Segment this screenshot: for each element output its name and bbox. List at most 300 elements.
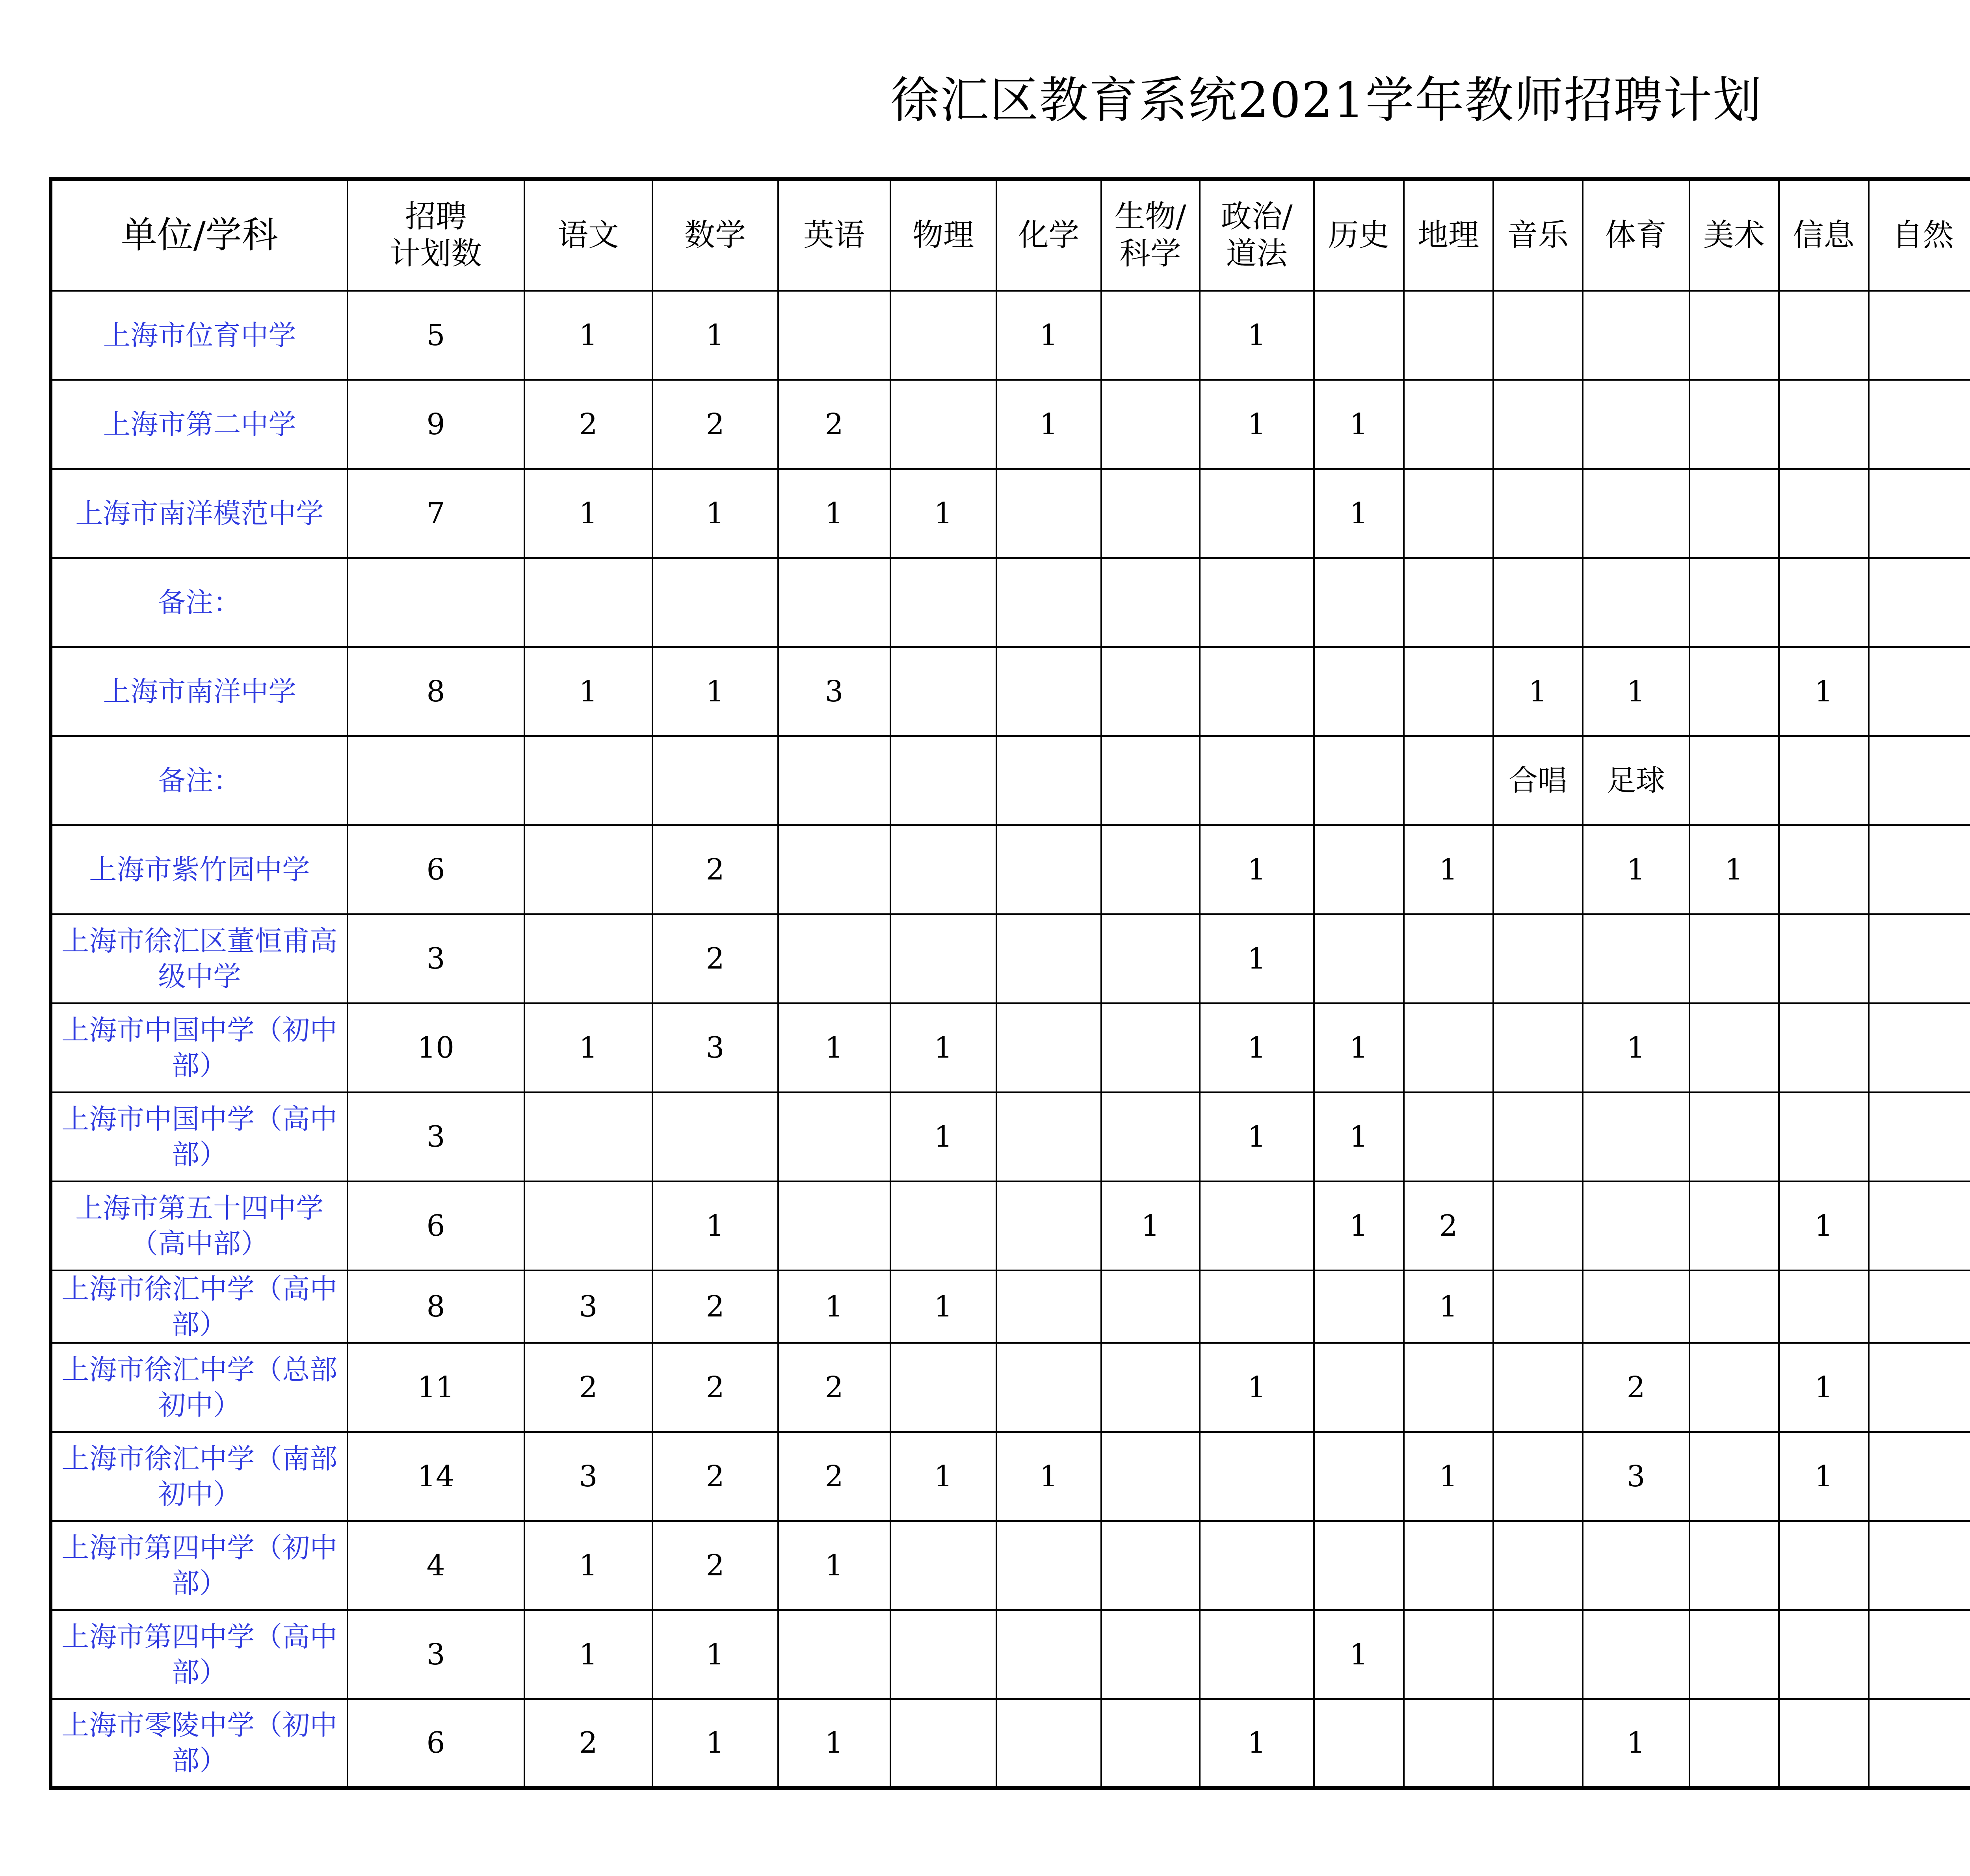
cell-english: [778, 1610, 890, 1699]
cell-biology-science: [1101, 1003, 1200, 1092]
cell-english: 2: [778, 1432, 890, 1521]
cell-history: [1314, 1699, 1404, 1788]
cell-chemistry: [996, 469, 1101, 558]
cell-nature: [1869, 647, 1970, 736]
cell-math: 1: [652, 1610, 778, 1699]
cell-history: [1314, 647, 1404, 736]
cell-chinese: 1: [524, 291, 652, 380]
cell-geography: [1404, 469, 1493, 558]
cell-plan-total: [348, 558, 524, 647]
cell-math: 1: [652, 291, 778, 380]
cell-math: 2: [652, 825, 778, 914]
cell-music: 1: [1493, 647, 1583, 736]
cell-pe: 1: [1583, 1699, 1689, 1788]
cell-chemistry: [996, 1699, 1101, 1788]
cell-art: [1689, 1432, 1779, 1521]
cell-geography: [1404, 736, 1493, 825]
cell-politics-law: [1200, 469, 1314, 558]
note-label: 备注：: [51, 736, 348, 825]
table-row: [51, 380, 1970, 469]
cell-pe: 3: [1583, 1432, 1689, 1521]
cell-math: 2: [652, 1432, 778, 1521]
header-geography: 地理: [1404, 179, 1493, 291]
cell-biology-science: [1101, 736, 1200, 825]
cell-it: [1779, 1610, 1869, 1699]
header-art: 美术: [1689, 179, 1779, 291]
cell-english: [778, 914, 890, 1003]
cell-music: [1493, 914, 1583, 1003]
header-math: 数学: [652, 179, 778, 291]
cell-geography: [1404, 1521, 1493, 1610]
unit-name-cell: 上海市紫竹园中学: [51, 825, 348, 914]
cell-biology-science: [1101, 291, 1200, 380]
cell-math: [652, 558, 778, 647]
cell-music: [1493, 380, 1583, 469]
cell-chinese: 1: [524, 1521, 652, 1610]
cell-pe: [1583, 380, 1689, 469]
cell-art: [1689, 1181, 1779, 1270]
cell-plan-total: 3: [348, 1092, 524, 1181]
cell-chinese: 2: [524, 1343, 652, 1432]
cell-music: [1493, 825, 1583, 914]
cell-history: 1: [1314, 1092, 1404, 1181]
cell-physics: [890, 1610, 996, 1699]
cell-chemistry: [996, 1092, 1101, 1181]
table-row: [51, 825, 1970, 914]
header-nature: 自然: [1869, 179, 1970, 291]
unit-name-cell: 上海市第二中学: [51, 380, 348, 469]
cell-politics-law: 1: [1200, 291, 1314, 380]
cell-english: 3: [778, 647, 890, 736]
cell-chinese: 2: [524, 1699, 652, 1788]
cell-math: 2: [652, 1521, 778, 1610]
header-pe: 体育: [1583, 179, 1689, 291]
cell-nature: [1869, 825, 1970, 914]
cell-biology-science: [1101, 380, 1200, 469]
cell-nature: [1869, 469, 1970, 558]
cell-politics-law: [1200, 1432, 1314, 1521]
header-it: 信息: [1779, 179, 1869, 291]
cell-english: [778, 1181, 890, 1270]
header-biology-science: 生物/ 科学: [1101, 179, 1200, 291]
cell-pe: [1583, 1092, 1689, 1181]
cell-art: [1689, 1343, 1779, 1432]
cell-english: [778, 291, 890, 380]
cell-history: 1: [1314, 1003, 1404, 1092]
cell-it: 1: [1779, 1181, 1869, 1270]
cell-music: [1493, 1521, 1583, 1610]
cell-math: 2: [652, 1343, 778, 1432]
header-row: [51, 179, 1970, 291]
note-row: [51, 558, 1970, 647]
cell-history: [1314, 291, 1404, 380]
cell-math: 2: [652, 1270, 778, 1343]
cell-it: [1779, 1003, 1869, 1092]
cell-biology-science: [1101, 1521, 1200, 1610]
cell-chemistry: [996, 914, 1101, 1003]
cell-chemistry: [996, 1270, 1101, 1343]
cell-english: 1: [778, 1003, 890, 1092]
cell-art: [1689, 380, 1779, 469]
cell-art: [1689, 558, 1779, 647]
cell-physics: [890, 291, 996, 380]
cell-art: [1689, 469, 1779, 558]
cell-politics-law: [1200, 558, 1314, 647]
cell-chinese: [524, 558, 652, 647]
cell-biology-science: [1101, 825, 1200, 914]
cell-nature: [1869, 1270, 1970, 1343]
cell-nature: [1869, 1521, 1970, 1610]
cell-chemistry: [996, 1521, 1101, 1610]
cell-nature: [1869, 1003, 1970, 1092]
unit-name-cell: 上海市位育中学: [51, 291, 348, 380]
cell-history: 1: [1314, 380, 1404, 469]
cell-art: [1689, 291, 1779, 380]
cell-it: [1779, 380, 1869, 469]
cell-politics-law: [1200, 1181, 1314, 1270]
cell-politics-law: 1: [1200, 1699, 1314, 1788]
cell-nature: [1869, 736, 1970, 825]
table-row: [51, 1092, 1970, 1181]
cell-chinese: 2: [524, 380, 652, 469]
cell-chinese: [524, 1181, 652, 1270]
cell-english: 1: [778, 1270, 890, 1343]
cell-music: [1493, 1432, 1583, 1521]
cell-it: [1779, 558, 1869, 647]
cell-physics: 1: [890, 1092, 996, 1181]
note-label: 备注：: [51, 558, 348, 647]
cell-pe: [1583, 1521, 1689, 1610]
cell-music: [1493, 1003, 1583, 1092]
cell-physics: 1: [890, 469, 996, 558]
cell-art: [1689, 1092, 1779, 1181]
cell-math: 1: [652, 647, 778, 736]
cell-chemistry: 1: [996, 1432, 1101, 1521]
cell-physics: [890, 1699, 996, 1788]
unit-name-cell: 上海市南洋模范中学: [51, 469, 348, 558]
cell-geography: 1: [1404, 1270, 1493, 1343]
cell-pe: 2: [1583, 1343, 1689, 1432]
cell-chinese: 1: [524, 1610, 652, 1699]
cell-chemistry: [996, 1610, 1101, 1699]
cell-geography: 2: [1404, 1181, 1493, 1270]
cell-english: 2: [778, 1343, 890, 1432]
cell-music: [1493, 1270, 1583, 1343]
cell-math: [652, 1092, 778, 1181]
table-row: [51, 1521, 1970, 1610]
note-row: [51, 736, 1970, 825]
cell-plan-total: 11: [348, 1343, 524, 1432]
cell-chinese: 1: [524, 647, 652, 736]
cell-biology-science: [1101, 914, 1200, 1003]
cell-physics: 1: [890, 1003, 996, 1092]
cell-history: [1314, 1521, 1404, 1610]
cell-chinese: 1: [524, 1003, 652, 1092]
cell-politics-law: [1200, 1521, 1314, 1610]
cell-nature: [1869, 914, 1970, 1003]
table-row: [51, 469, 1970, 558]
cell-nature: [1869, 1092, 1970, 1181]
cell-pe: 1: [1583, 1003, 1689, 1092]
unit-name-cell: 上海市徐汇中学（总部初中）: [51, 1343, 348, 1432]
cell-chinese: 3: [524, 1270, 652, 1343]
cell-plan-total: 5: [348, 291, 524, 380]
header-english: 英语: [778, 179, 890, 291]
recruitment-plan-table: [49, 177, 1970, 1790]
cell-politics-law: 1: [1200, 1092, 1314, 1181]
cell-plan-total: 8: [348, 647, 524, 736]
table-row: [51, 1343, 1970, 1432]
cell-chinese: 1: [524, 469, 652, 558]
cell-english: [778, 1092, 890, 1181]
cell-chemistry: [996, 1181, 1101, 1270]
cell-geography: 1: [1404, 825, 1493, 914]
cell-geography: [1404, 1003, 1493, 1092]
cell-biology-science: [1101, 647, 1200, 736]
cell-geography: [1404, 914, 1493, 1003]
cell-physics: [890, 914, 996, 1003]
cell-music: [1493, 558, 1583, 647]
cell-biology-science: [1101, 1432, 1200, 1521]
cell-biology-science: [1101, 1270, 1200, 1343]
cell-nature: [1869, 1699, 1970, 1788]
cell-music: [1493, 1181, 1583, 1270]
cell-politics-law: 1: [1200, 1003, 1314, 1092]
cell-english: 2: [778, 380, 890, 469]
cell-geography: [1404, 380, 1493, 469]
cell-pe: [1583, 291, 1689, 380]
cell-chemistry: [996, 1343, 1101, 1432]
cell-music: [1493, 1092, 1583, 1181]
cell-plan-total: 9: [348, 380, 524, 469]
cell-plan-total: 3: [348, 1610, 524, 1699]
table-row: [51, 1610, 1970, 1699]
cell-art: [1689, 1699, 1779, 1788]
cell-physics: 1: [890, 1432, 996, 1521]
cell-art: [1689, 647, 1779, 736]
cell-geography: [1404, 291, 1493, 380]
cell-biology-science: [1101, 558, 1200, 647]
cell-nature: [1869, 1610, 1970, 1699]
cell-biology-science: [1101, 469, 1200, 558]
cell-math: 2: [652, 380, 778, 469]
cell-geography: [1404, 647, 1493, 736]
cell-art: [1689, 1270, 1779, 1343]
cell-plan-total: 4: [348, 1521, 524, 1610]
cell-plan-total: [348, 736, 524, 825]
table-row: [51, 1003, 1970, 1092]
cell-math: 1: [652, 1699, 778, 1788]
cell-chemistry: [996, 736, 1101, 825]
cell-it: 1: [1779, 1432, 1869, 1521]
unit-name-cell: 上海市徐汇中学（南部初中）: [51, 1432, 348, 1521]
table-row: [51, 1432, 1970, 1521]
cell-it: [1779, 736, 1869, 825]
cell-politics-law: 1: [1200, 825, 1314, 914]
cell-pe: [1583, 558, 1689, 647]
cell-pe: [1583, 469, 1689, 558]
cell-chemistry: [996, 558, 1101, 647]
table-body: [51, 291, 1970, 1788]
cell-history: [1314, 736, 1404, 825]
unit-name-cell: 上海市中国中学（高中部）: [51, 1092, 348, 1181]
cell-music: [1493, 1343, 1583, 1432]
page-title: 徐汇区教育系统2021学年教师招聘计划: [890, 72, 1763, 129]
cell-chemistry: [996, 647, 1101, 736]
cell-physics: [890, 1521, 996, 1610]
cell-art: [1689, 1003, 1779, 1092]
unit-name-cell: 上海市徐汇区董恒甫高级中学: [51, 914, 348, 1003]
cell-biology-science: 1: [1101, 1181, 1200, 1270]
cell-art: [1689, 1521, 1779, 1610]
cell-history: [1314, 1343, 1404, 1432]
unit-name-cell: 上海市第四中学（高中部）: [51, 1610, 348, 1699]
cell-it: 1: [1779, 647, 1869, 736]
cell-plan-total: 14: [348, 1432, 524, 1521]
cell-nature: [1869, 291, 1970, 380]
cell-nature: [1869, 380, 1970, 469]
cell-it: [1779, 1092, 1869, 1181]
cell-history: [1314, 1432, 1404, 1521]
cell-pe: 1: [1583, 825, 1689, 914]
cell-plan-total: 10: [348, 1003, 524, 1092]
cell-geography: [1404, 1699, 1493, 1788]
header-physics: 物理: [890, 179, 996, 291]
cell-chemistry: 1: [996, 380, 1101, 469]
cell-biology-science: [1101, 1092, 1200, 1181]
cell-it: 1: [1779, 1343, 1869, 1432]
cell-physics: [890, 1343, 996, 1432]
cell-geography: 1: [1404, 1432, 1493, 1521]
cell-it: [1779, 469, 1869, 558]
cell-math: 2: [652, 914, 778, 1003]
table-row: [51, 914, 1970, 1003]
cell-music: [1493, 469, 1583, 558]
cell-art: [1689, 736, 1779, 825]
cell-geography: [1404, 1343, 1493, 1432]
cell-biology-science: [1101, 1610, 1200, 1699]
cell-pe: [1583, 1270, 1689, 1343]
header-plan-total: 招聘 计划数: [348, 179, 524, 291]
cell-history: [1314, 914, 1404, 1003]
cell-english: [778, 825, 890, 914]
cell-chemistry: 1: [996, 291, 1101, 380]
header-music: 音乐: [1493, 179, 1583, 291]
table-row: [51, 1181, 1970, 1270]
cell-art: [1689, 1610, 1779, 1699]
cell-history: 1: [1314, 1610, 1404, 1699]
cell-music: [1493, 1699, 1583, 1788]
cell-pe: 足球: [1583, 736, 1689, 825]
cell-english: 1: [778, 1699, 890, 1788]
cell-nature: [1869, 1432, 1970, 1521]
cell-plan-total: 8: [348, 1270, 524, 1343]
cell-plan-total: 6: [348, 825, 524, 914]
cell-chemistry: [996, 825, 1101, 914]
cell-plan-total: 6: [348, 1181, 524, 1270]
header-unit: 单位/学科: [51, 179, 348, 291]
cell-chinese: [524, 914, 652, 1003]
header-chemistry: 化学: [996, 179, 1101, 291]
cell-history: [1314, 558, 1404, 647]
cell-geography: [1404, 558, 1493, 647]
unit-name-cell: 上海市南洋中学: [51, 647, 348, 736]
unit-name-cell: 上海市中国中学（初中部）: [51, 1003, 348, 1092]
unit-name-cell: 上海市徐汇中学（高中部）: [51, 1270, 348, 1343]
cell-music: 合唱: [1493, 736, 1583, 825]
table-row: [51, 647, 1970, 736]
cell-pe: [1583, 1610, 1689, 1699]
cell-history: [1314, 825, 1404, 914]
cell-politics-law: [1200, 1270, 1314, 1343]
table-row: [51, 291, 1970, 380]
cell-physics: [890, 736, 996, 825]
cell-chinese: [524, 736, 652, 825]
cell-pe: 1: [1583, 647, 1689, 736]
cell-chinese: 3: [524, 1432, 652, 1521]
cell-music: [1493, 1610, 1583, 1699]
cell-nature: [1869, 1181, 1970, 1270]
header-history: 历史: [1314, 179, 1404, 291]
cell-history: 1: [1314, 469, 1404, 558]
unit-name-cell: 上海市第四中学（初中部）: [51, 1521, 348, 1610]
cell-chinese: [524, 825, 652, 914]
cell-english: 1: [778, 1521, 890, 1610]
cell-politics-law: [1200, 1610, 1314, 1699]
cell-physics: [890, 647, 996, 736]
cell-pe: [1583, 1181, 1689, 1270]
cell-math: 3: [652, 1003, 778, 1092]
cell-english: [778, 558, 890, 647]
cell-physics: [890, 380, 996, 469]
cell-politics-law: 1: [1200, 380, 1314, 469]
cell-chemistry: [996, 1003, 1101, 1092]
cell-history: 1: [1314, 1181, 1404, 1270]
table-row: [51, 1699, 1970, 1788]
cell-it: [1779, 914, 1869, 1003]
cell-plan-total: 6: [348, 1699, 524, 1788]
cell-music: [1493, 291, 1583, 380]
cell-physics: [890, 1181, 996, 1270]
cell-biology-science: [1101, 1699, 1200, 1788]
cell-it: [1779, 1270, 1869, 1343]
cell-art: 1: [1689, 825, 1779, 914]
cell-english: 1: [778, 469, 890, 558]
cell-physics: [890, 825, 996, 914]
cell-history: [1314, 1270, 1404, 1343]
unit-name-cell: 上海市第五十四中学（高中部）: [51, 1181, 348, 1270]
cell-geography: [1404, 1610, 1493, 1699]
cell-geography: [1404, 1092, 1493, 1181]
header-politics-law: 政治/ 道法: [1200, 179, 1314, 291]
cell-math: [652, 736, 778, 825]
cell-it: [1779, 1699, 1869, 1788]
cell-nature: [1869, 558, 1970, 647]
cell-nature: [1869, 1343, 1970, 1432]
cell-politics-law: [1200, 736, 1314, 825]
header-chinese: 语文: [524, 179, 652, 291]
cell-pe: [1583, 914, 1689, 1003]
cell-physics: 1: [890, 1270, 996, 1343]
cell-plan-total: 3: [348, 914, 524, 1003]
table-row: [51, 1270, 1970, 1343]
cell-art: [1689, 914, 1779, 1003]
cell-plan-total: 7: [348, 469, 524, 558]
cell-chinese: [524, 1092, 652, 1181]
cell-physics: [890, 558, 996, 647]
cell-politics-law: 1: [1200, 1343, 1314, 1432]
cell-it: [1779, 825, 1869, 914]
